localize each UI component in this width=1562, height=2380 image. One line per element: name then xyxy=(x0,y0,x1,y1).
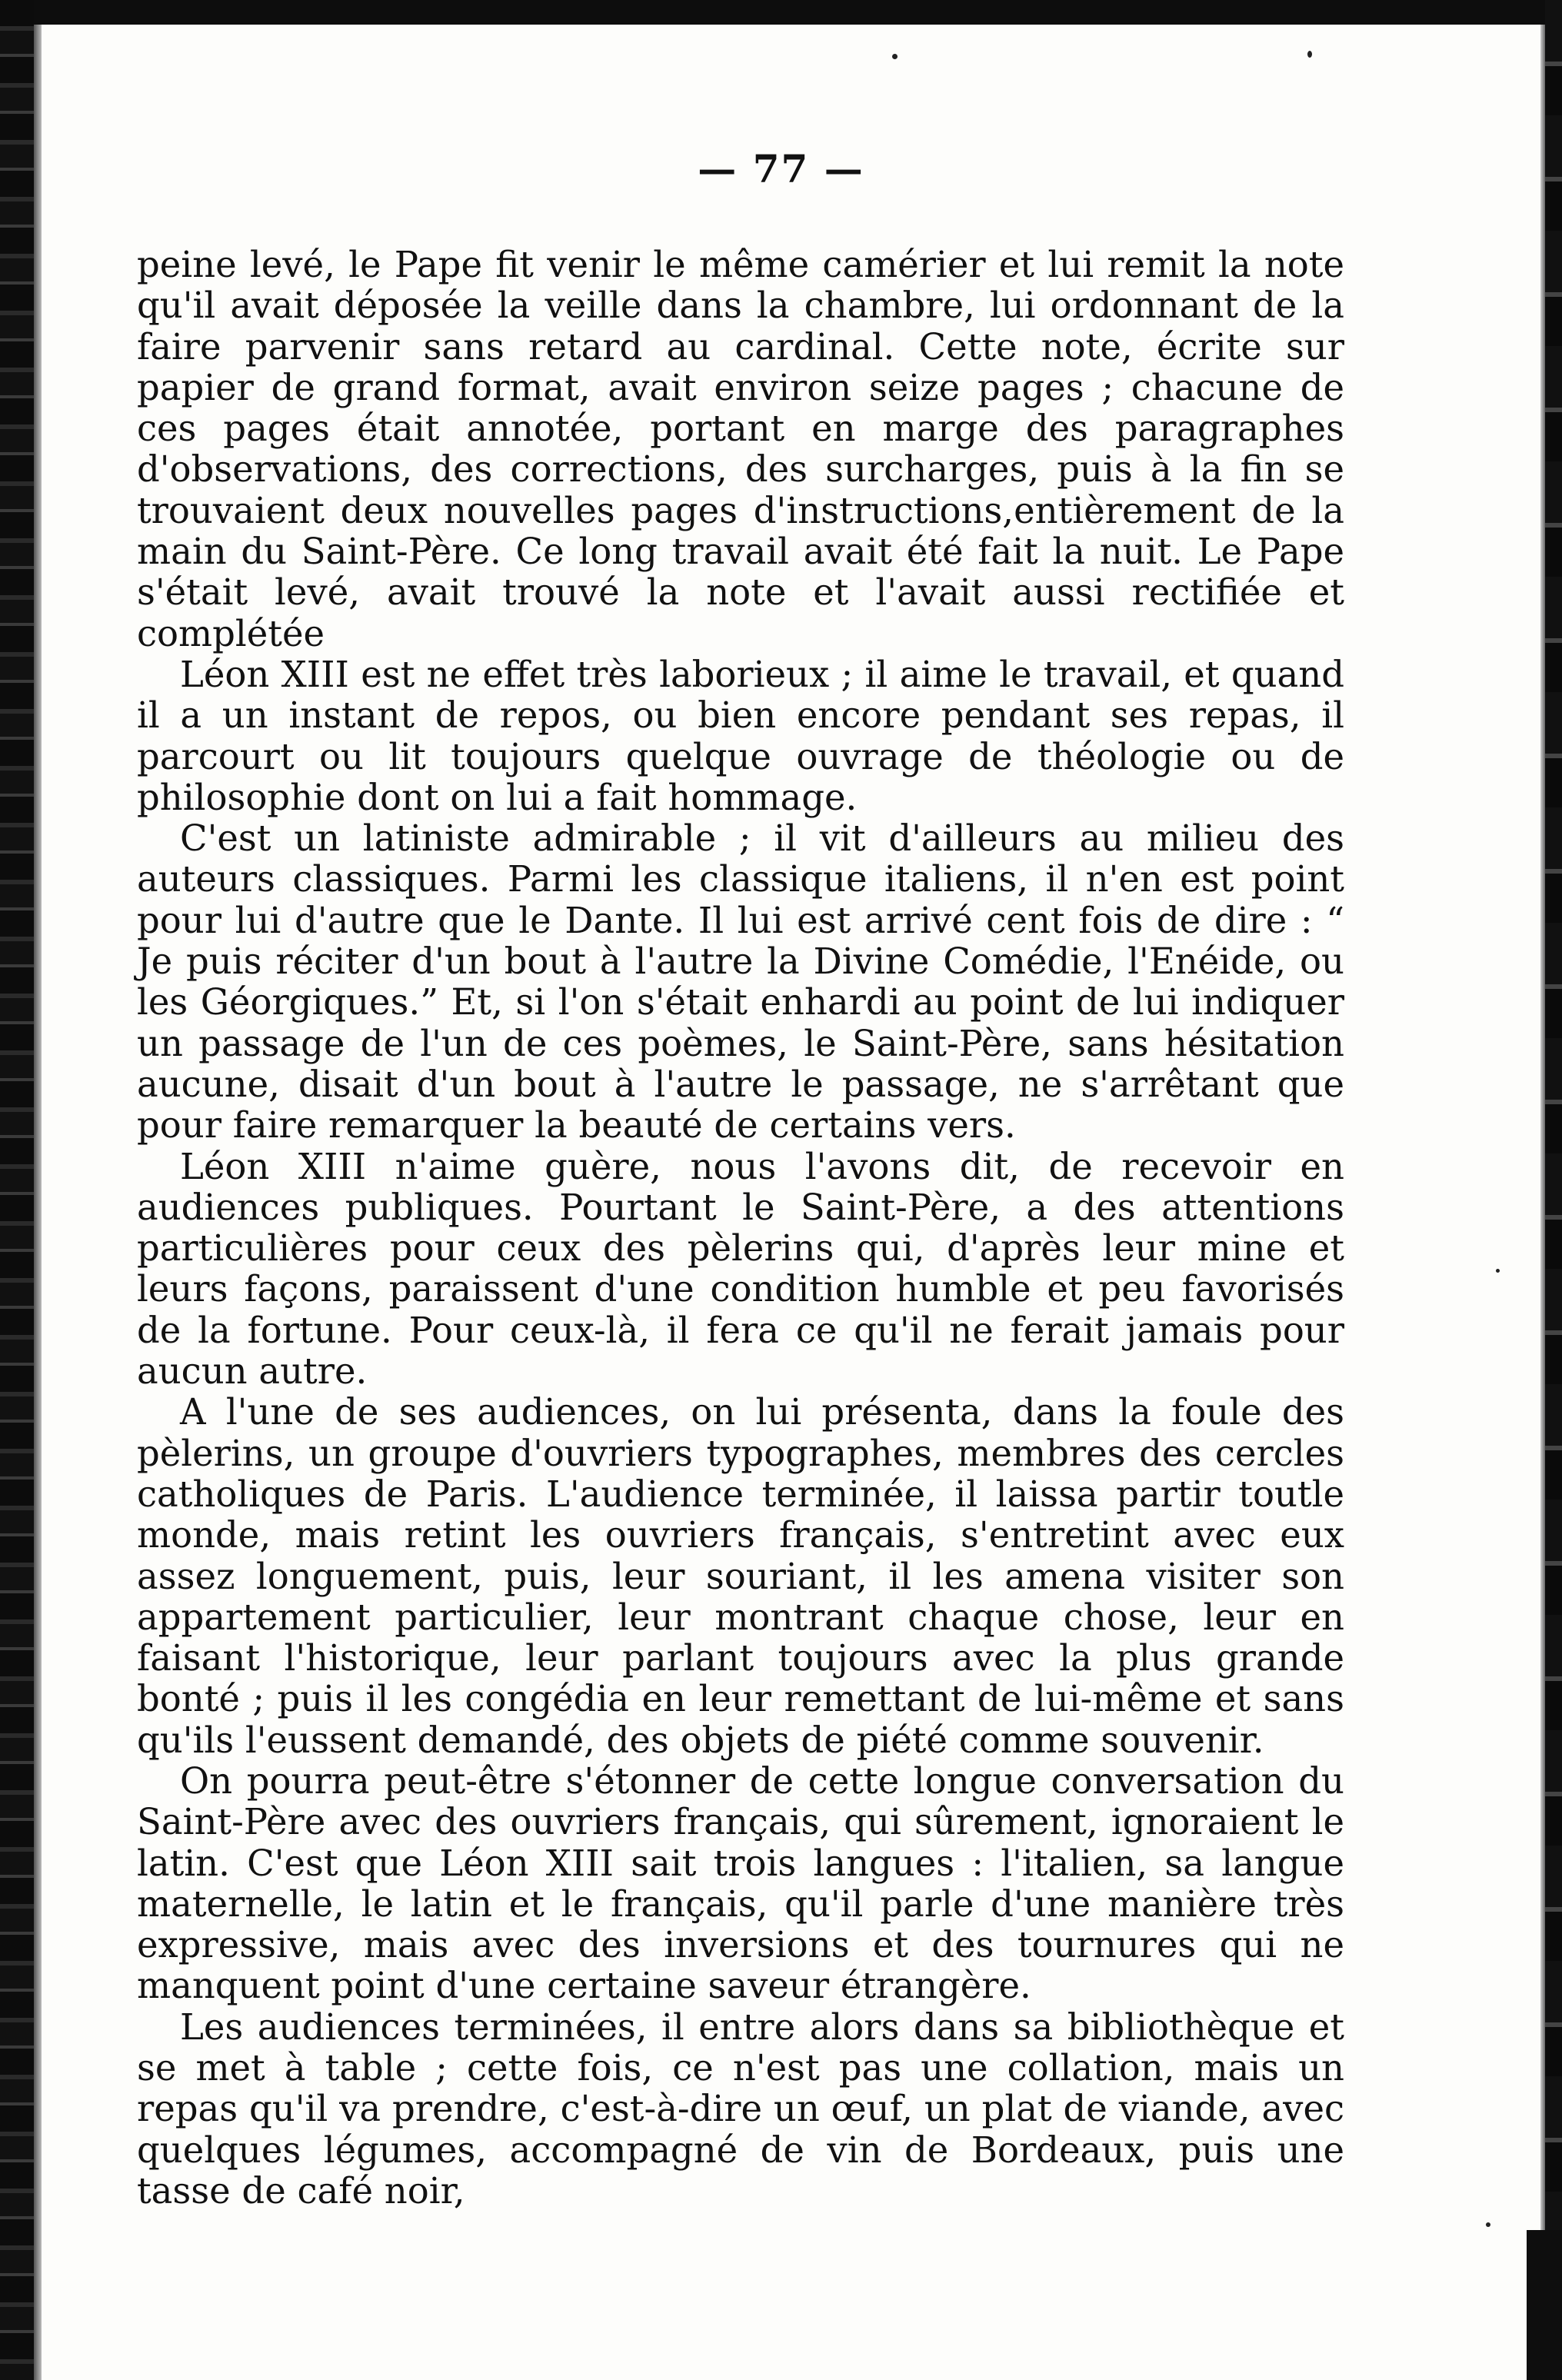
body-text xyxy=(137,245,1344,2212)
scan-speck xyxy=(1496,1269,1500,1273)
scan-speck xyxy=(892,54,898,59)
scan-speck xyxy=(1486,2222,1490,2227)
scan-border-left-shadow xyxy=(34,25,42,2380)
scan-border-right xyxy=(1545,0,1562,2380)
scan-speck xyxy=(1307,51,1312,58)
scan-border-top xyxy=(0,0,1562,25)
paragraph: Léon XIII n'aime guère, nous l'avons dit, de recevoir en audiences publiques. Pourtant le Saint-Père, a des attentions particulières pour ceux des pèlerins qui, d'après leur mine et leurs façons, paraissent d'une condition humble et peu favorisés de la fortune. Pour ceux-là, il fera ce qu'il ne ferait jamais pour aucun autre. xyxy=(137,1145,1344,1393)
scan-border-right-foot xyxy=(1527,2230,1562,2380)
scan-border-left xyxy=(0,0,34,2380)
paragraph: Les audiences terminées, il entre alors dans sa bibliothèque et se met à table ; cette fois, ce n'est pas une collation, mais un repas qu'il va prendre, c'est-à-dire un œuf, un plat de viande, avec quelques légumes, accompagné de vin de Bordeaux, puis une tasse de café noir, xyxy=(137,2006,1344,2212)
paragraph: Léon XIII est ne effet très laborieux ; il aime le travail, et quand il a un instant de repos, ou bien encore pendant ses repas, il parcourt ou lit toujours quelque ouvrage de théologie ou de philosophie dont on lui a fait hommage. xyxy=(137,653,1344,818)
scan-border-right-shadow xyxy=(1540,25,1545,2380)
page-number: — 77 — xyxy=(698,146,864,191)
paragraph: peine levé, le Pape fit venir le même camérier et lui remit la note qu'il avait déposée la veille dans la chambre, lui ordonnant de la faire parvenir sans retard au cardinal. Cette note, écrite sur papier de grand format, avait environ seize pages ; chacune de ces pages était annotée, portant en marge des paragraphes d'observations, des corrections, des surcharges, puis à la fin se trouvaient deux nouvelles pages d'instructions,entièrement de la main du Saint-Père. Ce long travail avait été fait la nuit. Le Pape s'était levé, avait trouvé la note et l'avait aussi rectifiée et complétée xyxy=(137,244,1344,654)
paragraph: C'est un latiniste admirable ; il vit d'ailleurs au milieu des auteurs classiques. Parmi les classique italiens, il n'en est point pour lui d'autre que le Dante. Il lui est arrivé cent fois de dire : “ Je puis réciter d'un bout à l'autre la Divine Comédie, l'Enéide, ou les Géorgiques.” Et, si l'on s'était enhardi au point de lui indiquer un passage de l'un de ces poèmes, le Saint-Père, sans hésitation aucune, disait d'un bout à l'autre le passage, ne s'arrêtant que pour faire remarquer la beauté de certains vers. xyxy=(137,817,1344,1147)
paragraph: A l'une de ses audiences, on lui présenta, dans la foule des pèlerins, un groupe d'ouvriers typographes, membres des cercles catholiques de Paris. L'audience terminée, il laissa partir toutle monde, mais retint les ouvriers français, s'entretint avec eux assez longuement, puis, leur souriant, il les amena visiter son appartement particulier, leur montrant chaque chose, leur en faisant l'historique, leur parlant toujours avec la plus grande bonté ; puis il les congédia en leur remettant de lui-même et sans qu'ils l'eussent demandé, des objets de piété comme souvenir. xyxy=(137,1391,1344,1761)
paragraph: On pourra peut-être s'étonner de cette longue conversation du Saint-Père avec des ouvriers français, qui sûrement, ignoraient le latin. C'est que Léon XIII sait trois langues : l'italien, sa langue maternelle, le latin et le français, qu'il parle d'une manière très expressive, mais avec des inversions et des tournures qui ne manquent point d'une certaine saveur étrangère. xyxy=(137,1759,1344,2007)
